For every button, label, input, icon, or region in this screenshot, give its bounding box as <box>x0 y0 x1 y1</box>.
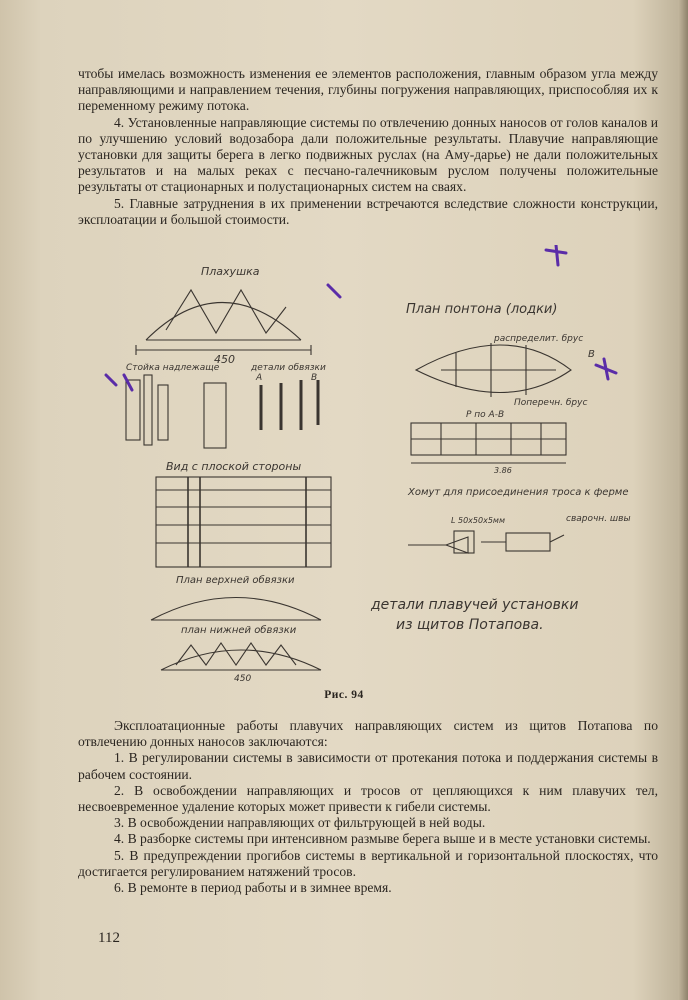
label-plan-lower: план нижней обвязки <box>181 625 297 636</box>
label-clamp: Хомут для присоединения троса к ферме <box>408 487 629 498</box>
label-stoyka: Стойка надлежаще <box>126 363 220 373</box>
label-dim-bottom: 450 <box>234 674 252 684</box>
label-transverse: Поперечн. брус <box>514 398 588 408</box>
page-edge <box>678 0 688 1000</box>
page-number: 112 <box>98 930 120 946</box>
figure-94 <box>96 245 656 685</box>
label-beam: распределит. брус <box>494 334 584 344</box>
label-title-1: детали плавучей установки <box>371 597 579 613</box>
paragraph: чтобы имелась возможность изменения ее элементов расположения, главным образом угла между направляющими и направлением течения, глубины погружения направляющих, приспособляя их к переменному режиму потока. <box>78 66 658 114</box>
label-pontoon-plan: План понтона (лодки) <box>406 302 558 317</box>
paragraph: 5. Главные затруднения в их применении встречаются вследствие сложности конструкции, эксплоатации и большой стоимости. <box>78 195 658 227</box>
label-bolt: L 50x50x5мм <box>451 516 505 525</box>
label-title-2: из щитов Потапова. <box>396 617 544 633</box>
top-text-block <box>78 66 658 228</box>
label-section-ab: Р по A-B <box>466 410 505 420</box>
label-sec-b: B <box>311 373 318 383</box>
label-beam-b: B <box>588 349 595 360</box>
list-item: 6. В ремонте в период работы и в зимнее время. <box>114 880 392 896</box>
paragraph: Эксплоатационные работы плавучих направляющих систем из щитов Потапова по отвлечению донных наносов заключаются: <box>78 718 658 750</box>
label-dim-top: 450 <box>214 353 235 366</box>
label-side-view: Вид с плоской стороны <box>166 460 302 473</box>
label-sec-a: A <box>256 373 263 383</box>
bottom-text-block <box>78 718 658 896</box>
list-item: 3. В освобождении направляющих от фильтрующей в ней воды. <box>114 815 486 831</box>
label-dim-right: 3.86 <box>494 466 512 475</box>
list-item: 2. В освобождении направляющих и тросов от цепляющихся к ним плавучих тел, несвоевременное удаление которых может привести к гибели системы. <box>78 782 658 815</box>
label-weld: сварочн. швы <box>566 514 631 524</box>
list-item: 1. В регулировании системы в зависимости от протекания потока и поддержания системы в рабочем состоянии. <box>78 750 658 782</box>
figure-caption: Рис. 94 <box>324 689 364 701</box>
list-item: 4. В разборке системы при интенсивном размыве берега выше и в месте установки системы. <box>114 831 651 847</box>
engineering-drawing <box>96 245 656 685</box>
label-details: детали обвязки <box>251 363 326 373</box>
paragraph: 4. Установленные направляющие системы по отвлечению донных наносов от голов каналов и по улучшению условий водозабора дали положительные результаты. Плавучие направляющие установки для защиты берега в легко подвижных руслах (на Аму-дарье) не дали положительных результатов и на малых реках с песчано-галечниковым руслом получены положительные результаты от стационарных и полустационарных систем на сваях. <box>78 114 658 195</box>
label-plan-upper: План верхней обвязки <box>176 575 295 586</box>
list-item: 5. В предупреждении прогибов системы в вертикальной и горизонтальной плоскостях, что достигается регулированием натяжений тросов. <box>78 847 658 879</box>
label-plakhushka: Плахушка <box>201 265 260 278</box>
